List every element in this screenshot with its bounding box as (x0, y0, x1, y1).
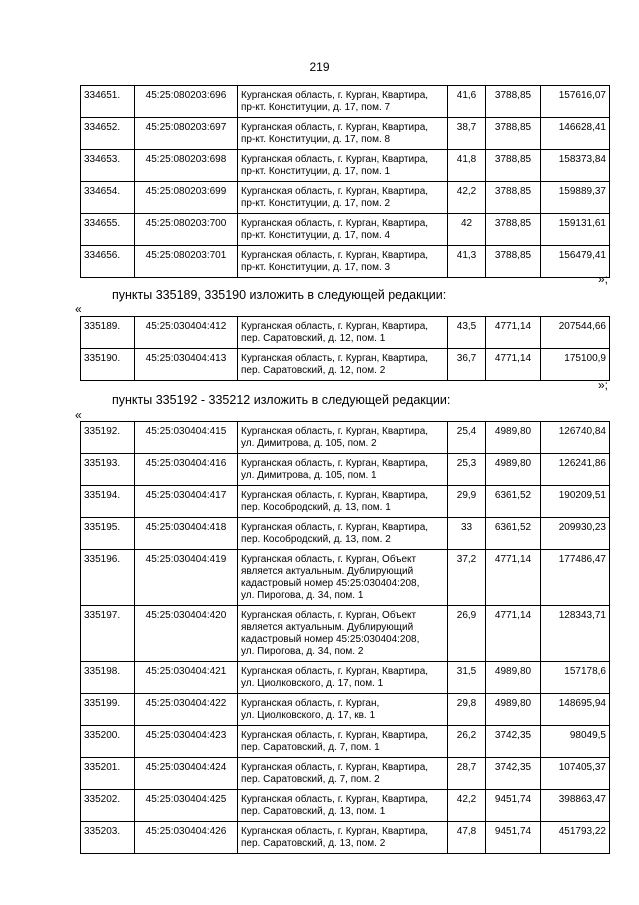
cadastral-number: 45:25:030404:425 (135, 790, 238, 822)
unit-value: 4771,14 (486, 349, 541, 381)
address-line: пер. Саратовский, д. 7, пом. 1 (241, 742, 380, 753)
area: 26,9 (448, 606, 486, 662)
cadastral-value: 107405,37 (541, 758, 610, 790)
address (238, 86, 448, 118)
table-row (81, 694, 610, 726)
row-number: 335201. (81, 758, 135, 790)
cadastral-number: 45:25:030404:417 (135, 486, 238, 518)
area: 26,2 (448, 726, 486, 758)
cadastral-number: 45:25:080203:701 (135, 246, 238, 278)
address-line: Курганская область, г. Курган, Квартира, (241, 794, 429, 805)
area: 42,2 (448, 182, 486, 214)
cadastral-number: 45:25:030404:415 (135, 422, 238, 454)
cadastral-value: 451793,22 (541, 822, 610, 854)
table-row (81, 550, 610, 606)
address-line: кадастровый номер 45:25:030404:208, (241, 578, 420, 589)
address (238, 317, 448, 349)
unit-value: 3788,85 (486, 246, 541, 278)
unit-value: 6361,52 (486, 518, 541, 550)
address (238, 694, 448, 726)
unit-value: 4771,14 (486, 317, 541, 349)
unit-value: 9451,74 (486, 822, 541, 854)
address-line: пер. Кособродский, д. 13, пом. 1 (241, 502, 391, 513)
unit-value: 4989,80 (486, 454, 541, 486)
table-row (81, 662, 610, 694)
registry-table-3 (80, 421, 610, 854)
address (238, 214, 448, 246)
table-row (81, 486, 610, 518)
address-line: ул. Циолковского, д. 17, пом. 1 (241, 678, 384, 689)
table-row (81, 182, 610, 214)
row-number: 335195. (81, 518, 135, 550)
unit-value: 9451,74 (486, 790, 541, 822)
area: 25,4 (448, 422, 486, 454)
area: 29,9 (448, 486, 486, 518)
unit-value: 3788,85 (486, 150, 541, 182)
cadastral-value: 209930,23 (541, 518, 610, 550)
address (238, 662, 448, 694)
address-line: пр-кт. Конституции, д. 17, пом. 1 (241, 166, 391, 177)
address (238, 550, 448, 606)
address (238, 182, 448, 214)
address-line: Курганская область, г. Курган, Объект (241, 610, 417, 621)
row-number: 335190. (81, 349, 135, 381)
amendment-instruction: пункты 335189, 335190 изложить в следующей редакции: (112, 288, 447, 302)
cadastral-value: 159131,61 (541, 214, 610, 246)
cadastral-number: 45:25:080203:698 (135, 150, 238, 182)
address-line: пр-кт. Конституции, д. 17, пом. 2 (241, 198, 391, 209)
cadastral-value: 159889,37 (541, 182, 610, 214)
address (238, 726, 448, 758)
row-number: 335193. (81, 454, 135, 486)
address-line: Курганская область, г. Курган, Квартира, (241, 522, 429, 533)
address-line: Курганская область, г. Курган, Квартира, (241, 218, 429, 229)
address (238, 758, 448, 790)
cadastral-number: 45:25:080203:697 (135, 118, 238, 150)
table-row (81, 790, 610, 822)
cadastral-value: 175100,9 (541, 349, 610, 381)
address-line: кадастровый номер 45:25:030404:208, (241, 634, 420, 645)
address-line: Курганская область, г. Курган, Квартира, (241, 154, 429, 165)
address-line: Курганская область, г. Курган, Квартира, (241, 730, 429, 741)
cadastral-number: 45:25:030404:424 (135, 758, 238, 790)
cadastral-number: 45:25:030404:412 (135, 317, 238, 349)
address-line: Курганская область, г. Курган, Квартира, (241, 122, 429, 133)
cadastral-value: 157178,6 (541, 662, 610, 694)
area: 33 (448, 518, 486, 550)
unit-value: 3788,85 (486, 182, 541, 214)
address (238, 454, 448, 486)
opening-quote: « (75, 302, 82, 316)
address-line: Курганская область, г. Курган, Квартира, (241, 353, 429, 364)
row-number: 335197. (81, 606, 135, 662)
table-row (81, 454, 610, 486)
address (238, 349, 448, 381)
area: 25,3 (448, 454, 486, 486)
table-row (81, 214, 610, 246)
unit-value: 4989,80 (486, 422, 541, 454)
address-line: пер. Саратовский, д. 13, пом. 2 (241, 838, 386, 849)
address-line: Курганская область, г. Курган, Квартира, (241, 321, 429, 332)
row-number: 335202. (81, 790, 135, 822)
table-row (81, 150, 610, 182)
table-row (81, 422, 610, 454)
row-number: 335199. (81, 694, 135, 726)
table-row (81, 606, 610, 662)
area: 41,8 (448, 150, 486, 182)
cadastral-value: 156479,41 (541, 246, 610, 278)
table-row (81, 317, 610, 349)
unit-value: 3742,35 (486, 726, 541, 758)
area: 42,2 (448, 790, 486, 822)
row-number: 335196. (81, 550, 135, 606)
row-number: 334651. (81, 86, 135, 118)
table-row (81, 758, 610, 790)
address-line: Курганская область, г. Курган, Квартира, (241, 186, 429, 197)
cadastral-value: 148695,94 (541, 694, 610, 726)
cadastral-value: 207544,66 (541, 317, 610, 349)
row-number: 334655. (81, 214, 135, 246)
table-row (81, 726, 610, 758)
address (238, 518, 448, 550)
cadastral-number: 45:25:030404:420 (135, 606, 238, 662)
area: 37,2 (448, 550, 486, 606)
cadastral-value: 158373,84 (541, 150, 610, 182)
cadastral-value: 128343,71 (541, 606, 610, 662)
row-number: 335189. (81, 317, 135, 349)
address-line: пр-кт. Конституции, д. 17, пом. 4 (241, 230, 391, 241)
cadastral-number: 45:25:030404:422 (135, 694, 238, 726)
unit-value: 3788,85 (486, 214, 541, 246)
address-line: ул. Димитрова, д. 105, пом. 1 (241, 470, 377, 481)
address (238, 486, 448, 518)
cadastral-value: 126740,84 (541, 422, 610, 454)
cadastral-value: 157616,07 (541, 86, 610, 118)
cadastral-number: 45:25:030404:413 (135, 349, 238, 381)
area: 47,8 (448, 822, 486, 854)
unit-value: 6361,52 (486, 486, 541, 518)
row-number: 335194. (81, 486, 135, 518)
address (238, 822, 448, 854)
row-number: 334654. (81, 182, 135, 214)
cadastral-number: 45:25:030404:419 (135, 550, 238, 606)
address-line: ул. Циолковского, д. 17, кв. 1 (241, 710, 376, 721)
row-number: 335203. (81, 822, 135, 854)
address (238, 118, 448, 150)
address (238, 606, 448, 662)
address-line: Курганская область, г. Курган, Квартира, (241, 826, 429, 837)
area: 41,3 (448, 246, 486, 278)
row-number: 334652. (81, 118, 135, 150)
area: 28,7 (448, 758, 486, 790)
area: 36,7 (448, 349, 486, 381)
registry-table-1 (80, 85, 610, 278)
area: 43,5 (448, 317, 486, 349)
area: 29,8 (448, 694, 486, 726)
unit-value: 4771,14 (486, 550, 541, 606)
cadastral-number: 45:25:030404:418 (135, 518, 238, 550)
cadastral-number: 45:25:080203:696 (135, 86, 238, 118)
opening-quote: « (75, 408, 82, 422)
address-line: Курганская область, г. Курган, Квартира, (241, 250, 429, 261)
cadastral-value: 398863,47 (541, 790, 610, 822)
table-row (81, 246, 610, 278)
address-line: Курганская область, г. Курган, (241, 698, 380, 709)
cadastral-number: 45:25:030404:423 (135, 726, 238, 758)
registry-table-2 (80, 316, 610, 381)
address-line: пр-кт. Конституции, д. 17, пом. 3 (241, 262, 391, 273)
cadastral-value: 190209,51 (541, 486, 610, 518)
unit-value: 4771,14 (486, 606, 541, 662)
closing-quote: »; (597, 272, 608, 286)
unit-value: 3788,85 (486, 86, 541, 118)
address-line: Курганская область, г. Курган, Квартира, (241, 490, 429, 501)
unit-value: 3788,85 (486, 118, 541, 150)
area: 38,7 (448, 118, 486, 150)
table-row (81, 822, 610, 854)
address (238, 422, 448, 454)
area: 42 (448, 214, 486, 246)
cadastral-value: 177486,47 (541, 550, 610, 606)
cadastral-number: 45:25:030404:416 (135, 454, 238, 486)
address-line: Курганская область, г. Курган, Объект (241, 554, 417, 565)
cadastral-number: 45:25:030404:421 (135, 662, 238, 694)
unit-value: 4989,80 (486, 662, 541, 694)
address-line: Курганская область, г. Курган, Квартира, (241, 426, 429, 437)
address (238, 150, 448, 182)
cadastral-number: 45:25:080203:700 (135, 214, 238, 246)
unit-value: 4989,80 (486, 694, 541, 726)
closing-quote: »; (597, 378, 608, 392)
amendment-instruction: пункты 335192 - 335212 изложить в следующей редакции: (112, 393, 451, 407)
row-number: 335200. (81, 726, 135, 758)
area: 41,6 (448, 86, 486, 118)
address-line: пер. Саратовский, д. 13, пом. 1 (241, 806, 386, 817)
address-line: пер. Саратовский, д. 7, пом. 2 (241, 774, 380, 785)
row-number: 335198. (81, 662, 135, 694)
table-row (81, 86, 610, 118)
table-row (81, 518, 610, 550)
address-line: Курганская область, г. Курган, Квартира, (241, 458, 429, 469)
table-row (81, 118, 610, 150)
cadastral-number: 45:25:030404:426 (135, 822, 238, 854)
address-line: пер. Саратовский, д. 12, пом. 2 (241, 365, 386, 376)
area: 31,5 (448, 662, 486, 694)
address-line: ул. Димитрова, д. 105, пом. 2 (241, 438, 377, 449)
address-line: пр-кт. Конституции, д. 17, пом. 8 (241, 134, 391, 145)
row-number: 335192. (81, 422, 135, 454)
cadastral-value: 146628,41 (541, 118, 610, 150)
cadastral-value: 98049,5 (541, 726, 610, 758)
address-line: является актуальным. Дублирующий (241, 622, 414, 633)
address-line: пер. Саратовский, д. 12, пом. 1 (241, 333, 386, 344)
address-line: Курганская область, г. Курган, Квартира, (241, 762, 429, 773)
address-line: пер. Кособродский, д. 13, пом. 2 (241, 534, 391, 545)
address-line: Курганская область, г. Курган, Квартира, (241, 90, 429, 101)
page-number: 219 (309, 60, 330, 74)
address-line: ул. Пирогова, д. 34, пом. 2 (241, 646, 364, 657)
address-line: Курганская область, г. Курган, Квартира, (241, 666, 429, 677)
row-number: 334653. (81, 150, 135, 182)
unit-value: 3742,35 (486, 758, 541, 790)
cadastral-value: 126241,86 (541, 454, 610, 486)
address (238, 790, 448, 822)
cadastral-number: 45:25:080203:699 (135, 182, 238, 214)
address-line: пр-кт. Конституции, д. 17, пом. 7 (241, 102, 391, 113)
row-number: 334656. (81, 246, 135, 278)
table-row (81, 349, 610, 381)
address (238, 246, 448, 278)
address-line: ул. Пирогова, д. 34, пом. 1 (241, 590, 364, 601)
address-line: является актуальным. Дублирующий (241, 566, 414, 577)
